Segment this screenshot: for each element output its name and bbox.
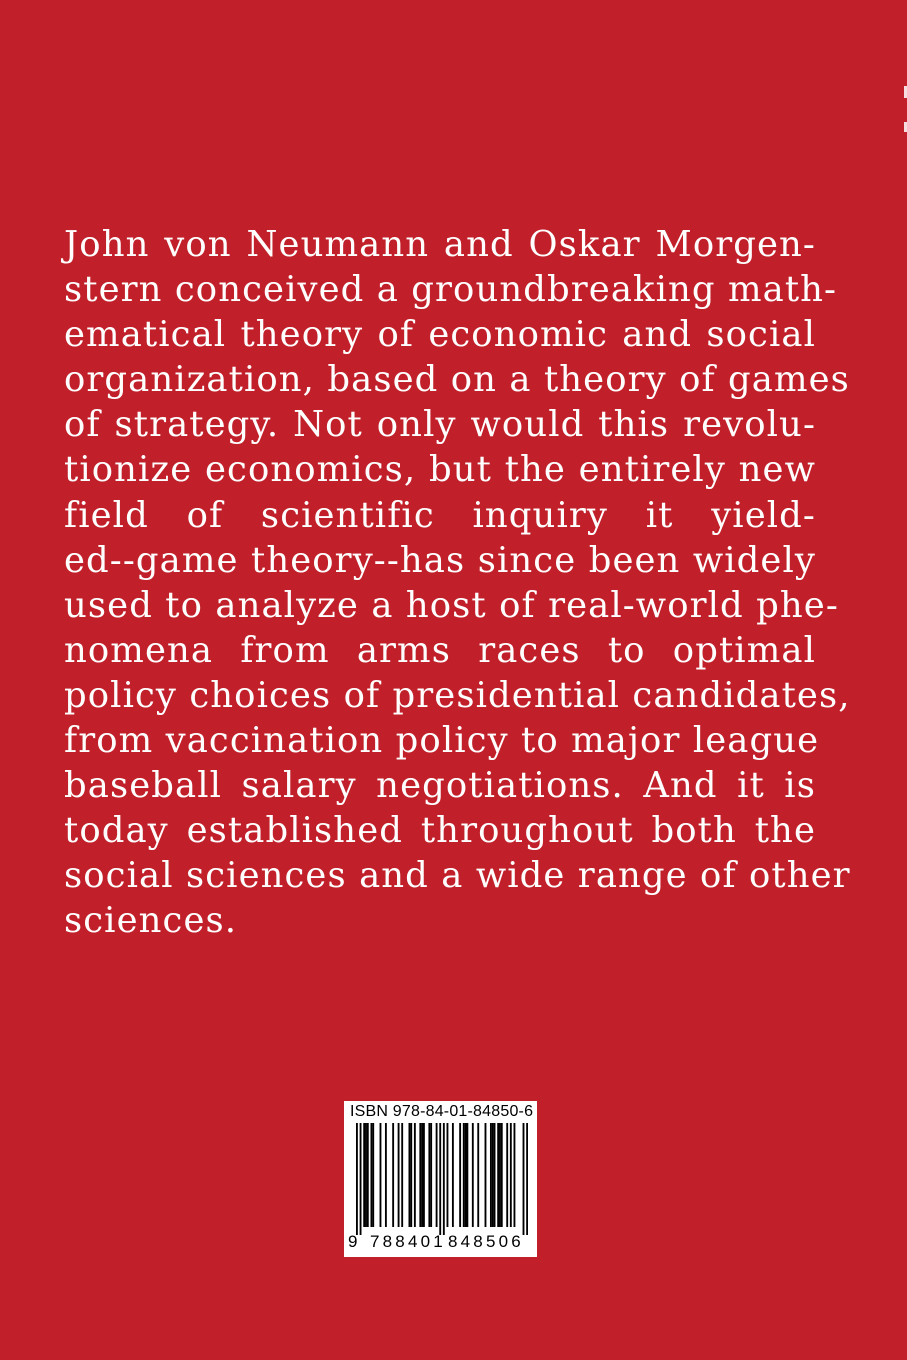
barcode-bar: [459, 1123, 461, 1227]
blurb-line: today established throughout both the: [64, 810, 816, 852]
barcode-bar: [436, 1123, 438, 1227]
barcode-bars: [356, 1123, 528, 1235]
barcode-bar: [477, 1123, 479, 1227]
barcode-guard-bar: [523, 1123, 525, 1235]
barcode-bar: [465, 1123, 467, 1227]
isbn-barcode: [344, 1101, 537, 1257]
blurb-line: used to analyze a host of real-world phe-: [64, 584, 839, 626]
blurb-line: organization, based on a theory of games: [64, 359, 850, 401]
barcode-bar: [409, 1123, 411, 1227]
barcode-lead-digit: 9: [348, 1232, 358, 1251]
barcode-guard-bar: [526, 1123, 528, 1235]
barcode-bar: [497, 1123, 499, 1227]
barcode-bar: [430, 1123, 432, 1227]
blurb-line: ematical theory of economic and social: [64, 314, 816, 356]
barcode-bar: [463, 1123, 465, 1227]
blurb-line: social sciences and a wide range of other: [64, 855, 851, 897]
blurb-line: nomena from arms races to optimal: [64, 629, 816, 671]
barcode-bar: [514, 1123, 516, 1227]
barcode-bar: [398, 1123, 400, 1227]
barcode-guard-bar: [439, 1123, 441, 1235]
barcode-bar: [506, 1123, 508, 1227]
barcode-bar: [447, 1123, 449, 1227]
barcode-bar: [401, 1123, 403, 1227]
barcode-bar: [385, 1123, 387, 1227]
barcode-bar: [490, 1123, 492, 1227]
barcode-guard-bar: [356, 1123, 358, 1235]
barcode-bar: [428, 1123, 430, 1227]
barcode-guard-bar: [360, 1123, 362, 1235]
blurb-line-last: sciences.: [64, 900, 238, 942]
barcode-bar: [410, 1123, 412, 1227]
barcode-bar: [414, 1123, 416, 1227]
barcode-bar: [392, 1123, 394, 1227]
barcode-right-group: 848506: [448, 1232, 524, 1251]
blurb-line: tionize economics, but the entirely new: [64, 449, 816, 491]
blurb-line: of strategy. Not only would this revolu-: [64, 404, 816, 446]
barcode-bar: [510, 1123, 512, 1227]
blurb-line: field of scientific inquiry it yield-: [64, 494, 816, 536]
barcode-bar: [492, 1123, 494, 1227]
barcode-bar: [370, 1123, 372, 1227]
blurb-line: John von Neumann and Oskar Morgen-: [64, 224, 816, 265]
blurb-line: baseball salary negotiations. And it is: [64, 765, 816, 807]
blurb-line: ed--game theory--has since been widely: [64, 539, 816, 581]
blurb-line: stern conceived a groundbreaking math-: [64, 269, 838, 311]
barcode-bar: [365, 1123, 367, 1227]
barcode-left-group: 788401: [370, 1232, 446, 1251]
barcode-bar: [472, 1123, 474, 1227]
isbn-label: ISBN 978-84-01-84850-6: [350, 1103, 534, 1120]
barcode-bar: [485, 1123, 487, 1227]
barcode-bar: [466, 1123, 468, 1227]
barcode-bar: [380, 1123, 382, 1227]
barcode-bar: [367, 1123, 369, 1227]
barcode-bar: [421, 1123, 423, 1227]
barcode-guard-bar: [443, 1123, 445, 1235]
barcode-bar: [419, 1123, 421, 1227]
back-cover-blurb: [64, 222, 851, 944]
barcode-bar: [363, 1123, 365, 1227]
blurb-line: from vaccination policy to major league: [64, 720, 820, 762]
barcode-bar: [494, 1123, 496, 1227]
barcode-bar: [372, 1123, 374, 1227]
barcode-bar: [452, 1123, 454, 1227]
blurb-line: policy choices of presidential candidates,: [64, 674, 851, 716]
barcode-bar: [499, 1123, 501, 1227]
barcode-bar: [501, 1123, 503, 1227]
barcode-bar: [423, 1123, 425, 1227]
